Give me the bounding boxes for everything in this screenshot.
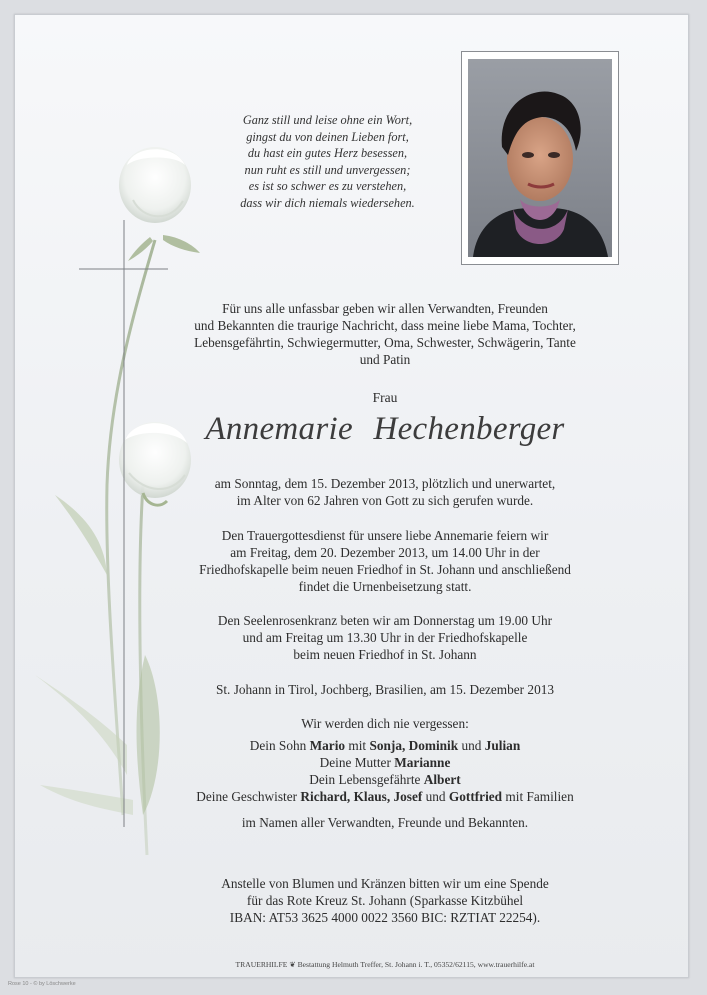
text-line: am Freitag, dem 20. Dezember 2013, um 14.00 Uhr in der [230,545,540,560]
portrait-photo-frame [461,51,619,265]
family-line-partner: Dein Lebensgefährte Albert [309,772,461,787]
memorial-poem [200,112,455,211]
poem-line: dass wir dich niemals wiedersehen. [240,195,415,210]
text-line: Anstelle von Blumen und Kränzen bitten wir um eine Spende [221,876,549,891]
death-notice [165,475,605,509]
text-line: Für uns alle unfassbar geben wir allen Verwandten, Freunden [222,301,548,316]
text-line: Den Seelenrosenkranz beten wir am Donnerstag um 19.00 Uhr [217,613,553,628]
son-name: Mario [309,738,346,753]
text-line: und Patin [359,352,411,367]
text-line: und Bekannten die traurige Nachricht, dass meine liebe Mama, Tochter, [194,318,576,333]
poem-line: es ist so schwer es zu verstehen, [248,179,407,193]
obituary-card [14,14,689,978]
rose-logo-icon: ❦ [289,960,296,969]
funeral-home-brand: TRAUERHILFE [235,960,288,969]
copyright-note: Rose 10 - © by Löschwerke [8,981,76,987]
honorific: Frau [372,390,398,405]
text-line: IBAN: AT53 3625 4000 0022 3560 BIC: RZTIAT 22254). [229,910,541,925]
text-line: Lebensgefährtin, Schwiegermutter, Oma, Schwester, Schwägerin, Tante [194,335,576,350]
text-line: Den Trauergottesdienst für unsere liebe Annemarie feiern wir [221,528,549,543]
mother-name: Marianne [394,755,451,770]
family-line-siblings: Deine Geschwister Richard, Klaus, Josef und Gottfried mit Familien [196,789,574,804]
place-and-date: St. Johann in Tirol, Jochberg, Brasilien, am 15. Dezember 2013 [215,682,555,697]
text-line: beim neuen Friedhof in St. Johann [293,647,477,662]
funeral-home-footer [165,960,605,969]
poem-line: gingst du von deinen Lieben fort, [246,129,409,144]
funeral-service-info [165,527,605,595]
on-behalf-line: im Namen aller Verwandten, Freunde und Bekannten. [241,815,529,830]
text-line: am Sonntag, dem 15. Dezember 2013, plötzlich und unerwartet, [214,476,556,491]
text-line: findet die Urnenbeisetzung statt. [298,579,472,594]
deceased-name [165,409,605,449]
family-list [165,737,605,805]
announcement-text [165,300,605,368]
poem-line: Ganz still und leise ohne ein Wort, [242,113,413,127]
partner-name: Albert [423,772,461,787]
poem-line: nun ruht es still und unvergessen; [244,162,411,177]
portrait-photo [468,59,612,257]
text-line: für das Rote Kreuz St. Johann (Sparkasse Kitzbühel [246,893,524,908]
poem-line: du hast ein gutes Herz besessen, [247,146,408,160]
first-name: Annemarie [205,411,353,447]
donation-request [165,875,605,926]
text-line: im Alter von 62 Jahren von Gott zu sich gerufen wurde. [236,493,534,508]
funeral-home-contact: Bestattung Helmuth Treffer, St. Johann i. T., 05352/62115, www.trauerhilfe.at [297,960,535,969]
family-line-son: Dein Sohn Mario mit Sonja, Dominik und Julian [249,738,521,753]
text-line: Friedhofskapelle beim neuen Friedhof in St. Johann und anschließend [199,562,571,577]
never-forget-line: Wir werden dich nie vergessen: [301,716,469,731]
rosary-info [165,612,605,663]
family-line-mother: Deine Mutter Marianne [319,755,451,770]
last-name: Hechenberger [373,411,565,447]
text-line: und am Freitag um 13.30 Uhr in der Friedhofskapelle [242,630,528,645]
